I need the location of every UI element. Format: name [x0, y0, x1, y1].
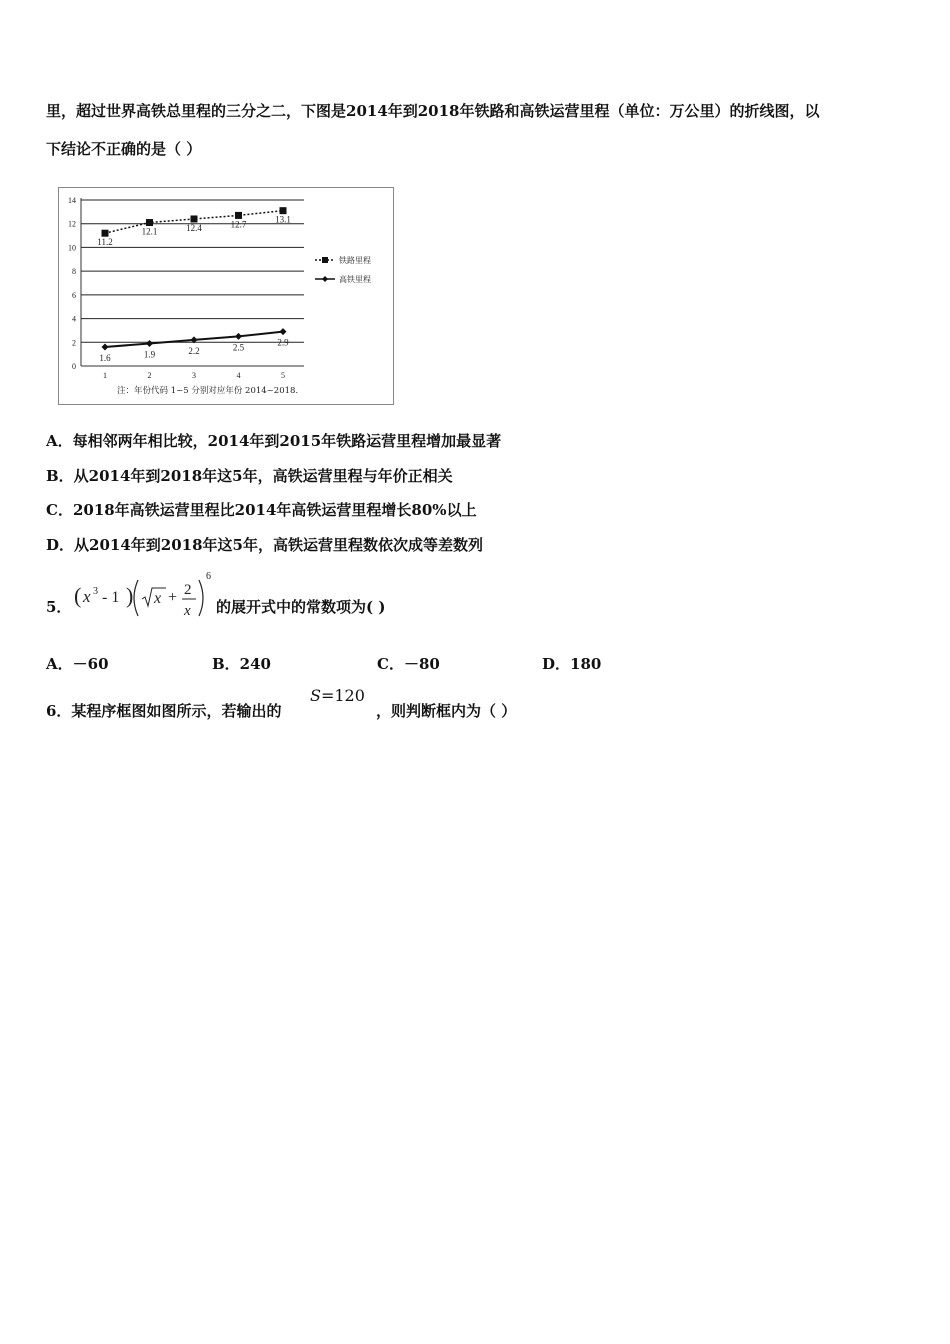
option-b: B．从2014年到2018年这5年，高铁运营里程与年价正相关 — [46, 467, 453, 485]
legend-label: 铁路里程 — [339, 256, 371, 265]
svg-text:+: + — [168, 589, 178, 606]
y-tick-label: 8 — [72, 267, 76, 277]
question-6-text-before: 6．某程序框图如图所示，若输出的 — [46, 702, 282, 720]
y-tick-label: 12 — [68, 219, 76, 229]
y-tick-label: 2 — [72, 338, 76, 348]
svg-text:(: ( — [74, 583, 82, 608]
data-point — [146, 219, 153, 226]
data-label: 12.7 — [230, 219, 247, 230]
question-6-text-after: ，则判断框内为（ ） — [376, 702, 517, 720]
line-chart — [58, 187, 394, 405]
data-point — [191, 215, 198, 222]
option-c: C．2018年高铁运营里程比2014年高铁运营里程增长80%以上 — [46, 501, 477, 519]
svg-text:- 1: - 1 — [102, 589, 120, 606]
question-5-number: 5． — [46, 598, 72, 616]
legend-marker — [322, 276, 328, 282]
data-point — [102, 230, 109, 237]
legend-marker — [322, 257, 328, 263]
svg-text:x: x — [184, 603, 191, 619]
x-tick-label: 3 — [192, 371, 196, 380]
svg-text:): ) — [126, 583, 134, 608]
y-tick-label: 14 — [68, 196, 76, 205]
x-tick-label: 5 — [281, 371, 285, 380]
q5-answer-c: C．－80 — [377, 655, 440, 673]
s-value: =120 — [320, 686, 365, 705]
x-tick-label: 4 — [236, 371, 241, 380]
y-tick-label: 6 — [72, 290, 76, 300]
q5-answer-a: A．－60 — [46, 655, 109, 673]
data-label: 2.9 — [277, 337, 289, 348]
svg-text:3: 3 — [93, 586, 98, 597]
q5-answer-b: B．240 — [212, 655, 271, 673]
data-label: 13.1 — [275, 214, 291, 225]
question-intro-line1: 里，超过世界高铁总里程的三分之二，下图是2014年到2018年铁路和高铁运营里程（单位：万公里）的折线图，以 — [46, 102, 820, 120]
option-a: A．每相邻两年相比较，2014年到2015年铁路运营里程增加最显著 — [46, 432, 502, 450]
svg-text:x: x — [154, 590, 162, 607]
output-s-expression — [310, 686, 365, 705]
data-label: 12.4 — [186, 222, 202, 233]
data-label: 2.5 — [232, 342, 245, 353]
y-tick-label: 0 — [72, 362, 76, 371]
data-label: 11.2 — [97, 237, 113, 248]
data-point — [146, 340, 153, 347]
svg-text:6: 6 — [206, 571, 211, 582]
x-tick-label: 2 — [147, 371, 152, 380]
chart-note: 注：年份代码 1~5 分别对应年份 2014~2018. — [117, 386, 299, 396]
data-point — [235, 333, 242, 340]
data-label: 1.9 — [143, 349, 156, 360]
data-label: 12.1 — [141, 226, 158, 237]
q5-answer-d: D．180 — [542, 655, 602, 673]
data-point — [235, 212, 242, 219]
data-point — [280, 207, 287, 214]
s-variable: S — [310, 686, 321, 705]
question-intro-line2: 下结论不正确的是（ ） — [46, 140, 202, 158]
y-tick-label: 4 — [72, 314, 76, 324]
svg-text:x: x — [83, 587, 91, 606]
data-point — [102, 344, 109, 351]
option-d: D．从2014年到2018年这5年，高铁运营里程数依次成等差数列 — [46, 536, 483, 554]
legend-label: 高铁里程 — [339, 275, 371, 284]
svg-text:2: 2 — [184, 582, 192, 598]
question-6 — [46, 686, 646, 726]
data-label: 2.2 — [188, 345, 200, 356]
data-point — [280, 328, 287, 335]
question-5-text: 的展开式中的常数项为( ) — [216, 598, 386, 616]
y-tick-label: 10 — [68, 243, 76, 253]
chart-svg — [59, 188, 393, 404]
x-tick-label: 1 — [103, 371, 107, 380]
data-label: 1.6 — [99, 353, 111, 364]
